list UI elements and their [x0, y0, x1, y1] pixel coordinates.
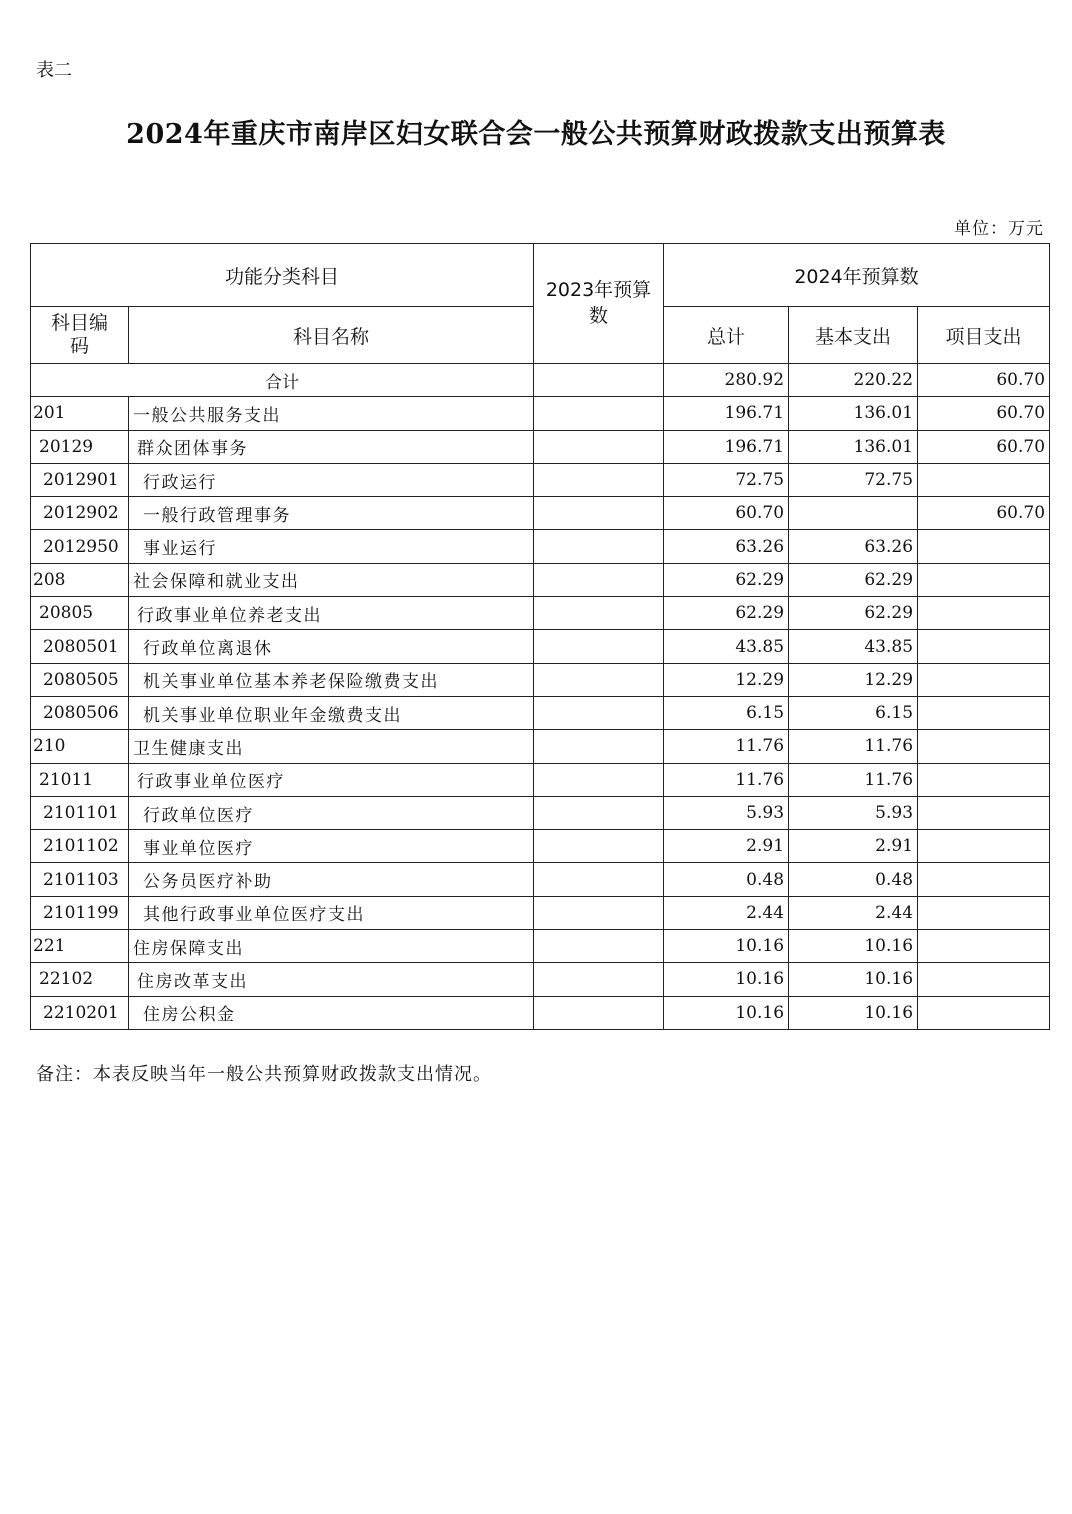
header-total: 总计 [664, 307, 789, 364]
row-basic: 10.16 [789, 963, 918, 996]
row-name: 其他行政事业单位医疗支出 [129, 896, 534, 929]
row-code: 210 [31, 730, 129, 763]
row-prev-budget [534, 463, 664, 496]
total-row [31, 364, 1050, 397]
total-prev [534, 364, 664, 397]
row-prev-budget [534, 630, 664, 663]
row-prev-budget [534, 497, 664, 530]
table-row [31, 563, 1050, 596]
row-code: 20805 [31, 597, 129, 630]
row-basic [789, 497, 918, 530]
header-func-class: 功能分类科目 [31, 244, 534, 307]
table-row [31, 696, 1050, 729]
table-row [31, 830, 1050, 863]
row-basic: 11.76 [789, 763, 918, 796]
row-total: 43.85 [664, 630, 789, 663]
total-basic: 220.22 [789, 364, 918, 397]
row-code: 2080505 [31, 663, 129, 696]
row-total: 62.29 [664, 597, 789, 630]
row-name: 住房改革支出 [129, 963, 534, 996]
row-name: 行政事业单位医疗 [129, 763, 534, 796]
row-total: 60.70 [664, 497, 789, 530]
row-name: 事业单位医疗 [129, 830, 534, 863]
row-basic: 72.75 [789, 463, 918, 496]
row-project [918, 630, 1050, 663]
row-basic: 10.16 [789, 930, 918, 963]
header-project: 项目支出 [918, 307, 1050, 364]
row-name: 行政事业单位养老支出 [129, 597, 534, 630]
row-code: 2012950 [31, 530, 129, 563]
total-project: 60.70 [918, 364, 1050, 397]
row-code: 2080506 [31, 696, 129, 729]
row-name: 卫生健康支出 [129, 730, 534, 763]
row-total: 11.76 [664, 730, 789, 763]
row-prev-budget [534, 563, 664, 596]
row-project [918, 463, 1050, 496]
table-row [31, 463, 1050, 496]
row-prev-budget [534, 430, 664, 463]
row-name: 一般行政管理事务 [129, 497, 534, 530]
row-total: 62.29 [664, 563, 789, 596]
header-code: 科目编码 [31, 307, 129, 364]
row-project [918, 730, 1050, 763]
row-code: 20129 [31, 430, 129, 463]
row-prev-budget [534, 730, 664, 763]
row-prev-budget [534, 530, 664, 563]
row-prev-budget [534, 830, 664, 863]
row-name: 群众团体事务 [129, 430, 534, 463]
table-row [31, 430, 1050, 463]
row-total: 2.91 [664, 830, 789, 863]
row-code: 2012901 [31, 463, 129, 496]
row-total: 12.29 [664, 663, 789, 696]
row-code: 2012902 [31, 497, 129, 530]
row-prev-budget [534, 863, 664, 896]
footnote: 备注：本表反映当年一般公共预算财政拨款支出情况。 [36, 1064, 492, 1085]
table-row [31, 530, 1050, 563]
table-row [31, 763, 1050, 796]
row-code: 221 [31, 930, 129, 963]
row-total: 63.26 [664, 530, 789, 563]
unit-label: 单位：万元 [954, 219, 1044, 239]
row-code: 21011 [31, 763, 129, 796]
row-name: 行政单位医疗 [129, 796, 534, 829]
table-row [31, 896, 1050, 929]
row-code: 22102 [31, 963, 129, 996]
row-total: 10.16 [664, 996, 789, 1029]
row-code: 2080501 [31, 630, 129, 663]
row-prev-budget [534, 397, 664, 430]
header-cur-budget: 2024年预算数 [664, 244, 1050, 307]
row-total: 72.75 [664, 463, 789, 496]
row-prev-budget [534, 896, 664, 929]
row-project [918, 996, 1050, 1029]
table-body [31, 364, 1050, 1030]
row-project [918, 963, 1050, 996]
row-code: 2101102 [31, 830, 129, 863]
page-label: 表二 [36, 60, 72, 81]
row-basic: 63.26 [789, 530, 918, 563]
header-prev-budget: 2023年预算数 [534, 244, 664, 364]
row-project [918, 696, 1050, 729]
row-project [918, 863, 1050, 896]
row-basic: 62.29 [789, 563, 918, 596]
row-prev-budget [534, 696, 664, 729]
row-total: 2.44 [664, 896, 789, 929]
row-total: 10.16 [664, 963, 789, 996]
row-basic: 136.01 [789, 430, 918, 463]
row-basic: 62.29 [789, 597, 918, 630]
total-total: 280.92 [664, 364, 789, 397]
table-row [31, 730, 1050, 763]
header-basic: 基本支出 [789, 307, 918, 364]
row-basic: 0.48 [789, 863, 918, 896]
budget-table [30, 243, 1050, 1030]
row-project [918, 530, 1050, 563]
row-project [918, 830, 1050, 863]
row-prev-budget [534, 763, 664, 796]
row-name: 行政单位离退休 [129, 630, 534, 663]
row-code: 2101103 [31, 863, 129, 896]
row-total: 10.16 [664, 930, 789, 963]
row-total: 196.71 [664, 397, 789, 430]
table-row [31, 663, 1050, 696]
row-basic: 43.85 [789, 630, 918, 663]
row-prev-budget [534, 963, 664, 996]
row-basic: 10.16 [789, 996, 918, 1029]
row-total: 5.93 [664, 796, 789, 829]
row-total: 6.15 [664, 696, 789, 729]
row-total: 196.71 [664, 430, 789, 463]
table-row [31, 597, 1050, 630]
row-code: 2101199 [31, 896, 129, 929]
row-prev-budget [534, 996, 664, 1029]
table-row [31, 863, 1050, 896]
row-prev-budget [534, 663, 664, 696]
row-code: 201 [31, 397, 129, 430]
row-prev-budget [534, 796, 664, 829]
row-name: 机关事业单位职业年金缴费支出 [129, 696, 534, 729]
row-name: 一般公共服务支出 [129, 397, 534, 430]
row-name: 住房公积金 [129, 996, 534, 1029]
row-project: 60.70 [918, 497, 1050, 530]
row-project [918, 663, 1050, 696]
row-project: 60.70 [918, 397, 1050, 430]
row-project [918, 763, 1050, 796]
header-name: 科目名称 [129, 307, 534, 364]
row-project [918, 796, 1050, 829]
row-basic: 6.15 [789, 696, 918, 729]
table-row [31, 630, 1050, 663]
row-name: 公务员医疗补助 [129, 863, 534, 896]
row-basic: 136.01 [789, 397, 918, 430]
row-name: 住房保障支出 [129, 930, 534, 963]
table-row [31, 796, 1050, 829]
row-code: 2101101 [31, 796, 129, 829]
total-label: 合计 [31, 364, 534, 397]
row-name: 社会保障和就业支出 [129, 563, 534, 596]
row-prev-budget [534, 597, 664, 630]
row-basic: 5.93 [789, 796, 918, 829]
table-row [31, 397, 1050, 430]
row-total: 11.76 [664, 763, 789, 796]
table-row [31, 497, 1050, 530]
row-name: 机关事业单位基本养老保险缴费支出 [129, 663, 534, 696]
table-row [31, 963, 1050, 996]
row-basic: 2.44 [789, 896, 918, 929]
table-row [31, 996, 1050, 1029]
row-basic: 12.29 [789, 663, 918, 696]
row-total: 0.48 [664, 863, 789, 896]
row-project [918, 896, 1050, 929]
table-row [31, 930, 1050, 963]
row-code: 2210201 [31, 996, 129, 1029]
row-project [918, 597, 1050, 630]
page-title: 2024年重庆市南岸区妇女联合会一般公共预算财政拨款支出预算表 [126, 119, 946, 150]
row-project: 60.70 [918, 430, 1050, 463]
row-basic: 11.76 [789, 730, 918, 763]
row-prev-budget [534, 930, 664, 963]
row-name: 事业运行 [129, 530, 534, 563]
row-project [918, 563, 1050, 596]
row-project [918, 930, 1050, 963]
row-basic: 2.91 [789, 830, 918, 863]
row-name: 行政运行 [129, 463, 534, 496]
row-code: 208 [31, 563, 129, 596]
